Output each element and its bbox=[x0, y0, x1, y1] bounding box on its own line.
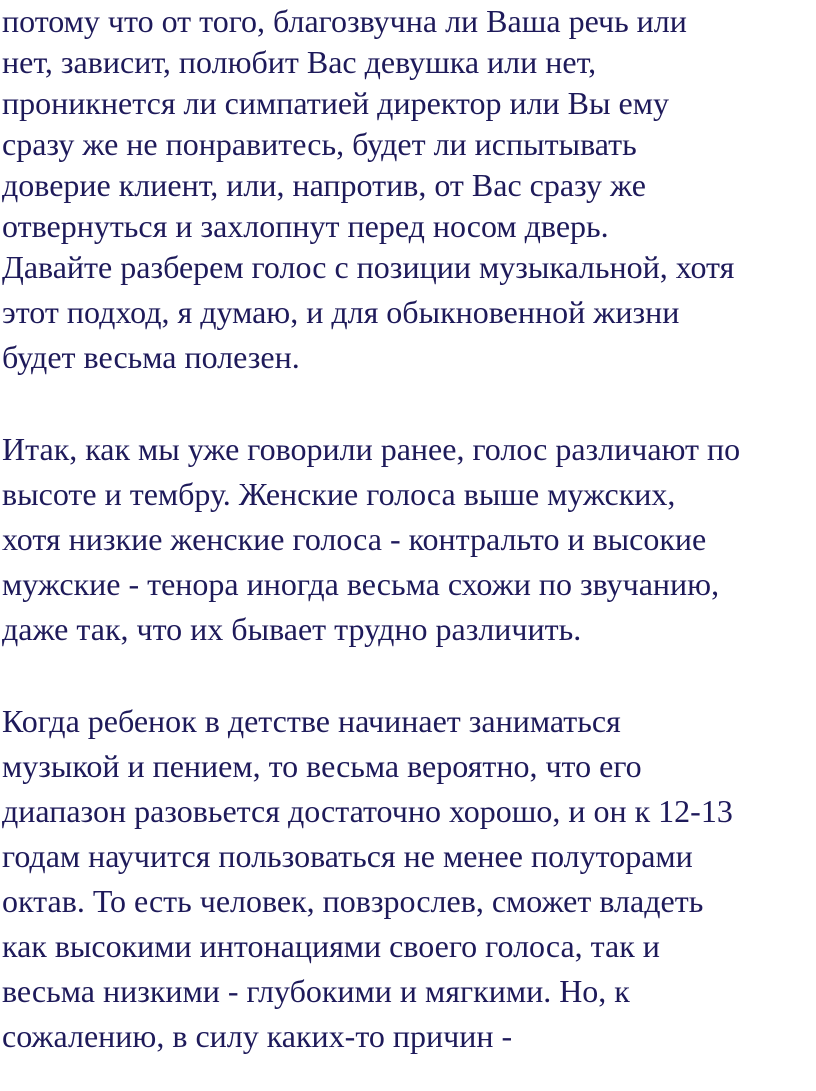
text-line: этот подход, я думаю, и для обыкновенной жизни bbox=[2, 294, 680, 330]
text-line: даже так, что их бывает трудно различить. bbox=[2, 611, 582, 647]
text-line: сразу же не понравитесь, будет ли испытывать bbox=[2, 126, 637, 162]
text-line: хотя низкие женские голоса - контральто и высокие bbox=[2, 521, 707, 557]
text-line: октав. То есть человек, повзрослев, сможет владеть bbox=[2, 883, 704, 919]
text-line: нет, зависит, полюбит Вас девушка или нет, bbox=[2, 44, 597, 80]
text-line: Давайте разберем голос с позиции музыкальной, хотя bbox=[2, 249, 735, 285]
text-line: годам научится пользоваться не менее полуторами bbox=[2, 838, 693, 874]
text-line: сожалению, в силу каких-то причин - bbox=[2, 1018, 513, 1054]
text-line: диапазон разовьется достаточно хорошо, и он к 12-13 bbox=[2, 793, 733, 829]
text-line: отвернуться и захлопнут перед носом дверь. bbox=[2, 208, 609, 244]
text-line: мужские - тенора иногда весьма схожи по звучанию, bbox=[2, 566, 720, 602]
text-line: проникнется ли симпатией директор или Вы ему bbox=[2, 85, 669, 121]
text-line: будет весьма полезен. bbox=[2, 339, 300, 375]
text-line: весьма низкими - глубокими и мягкими. Но, к bbox=[2, 973, 630, 1009]
text-line: доверие клиент, или, напротив, от Вас сразу же bbox=[2, 167, 646, 203]
text-line: музыкой и пением, то весьма вероятно, что его bbox=[2, 748, 642, 784]
text-line: Когда ребенок в детстве начинает заниматься bbox=[2, 703, 621, 739]
text-line: как высокими интонациями своего голоса, так и bbox=[2, 928, 660, 964]
text-line: высоте и тембру. Женские голоса выше мужских, bbox=[2, 476, 676, 512]
text-line: потому что от того, благозвучна ли Ваша речь или bbox=[2, 3, 687, 39]
text-line: Итак, как мы уже говорили ранее, голос различают по bbox=[2, 431, 741, 467]
